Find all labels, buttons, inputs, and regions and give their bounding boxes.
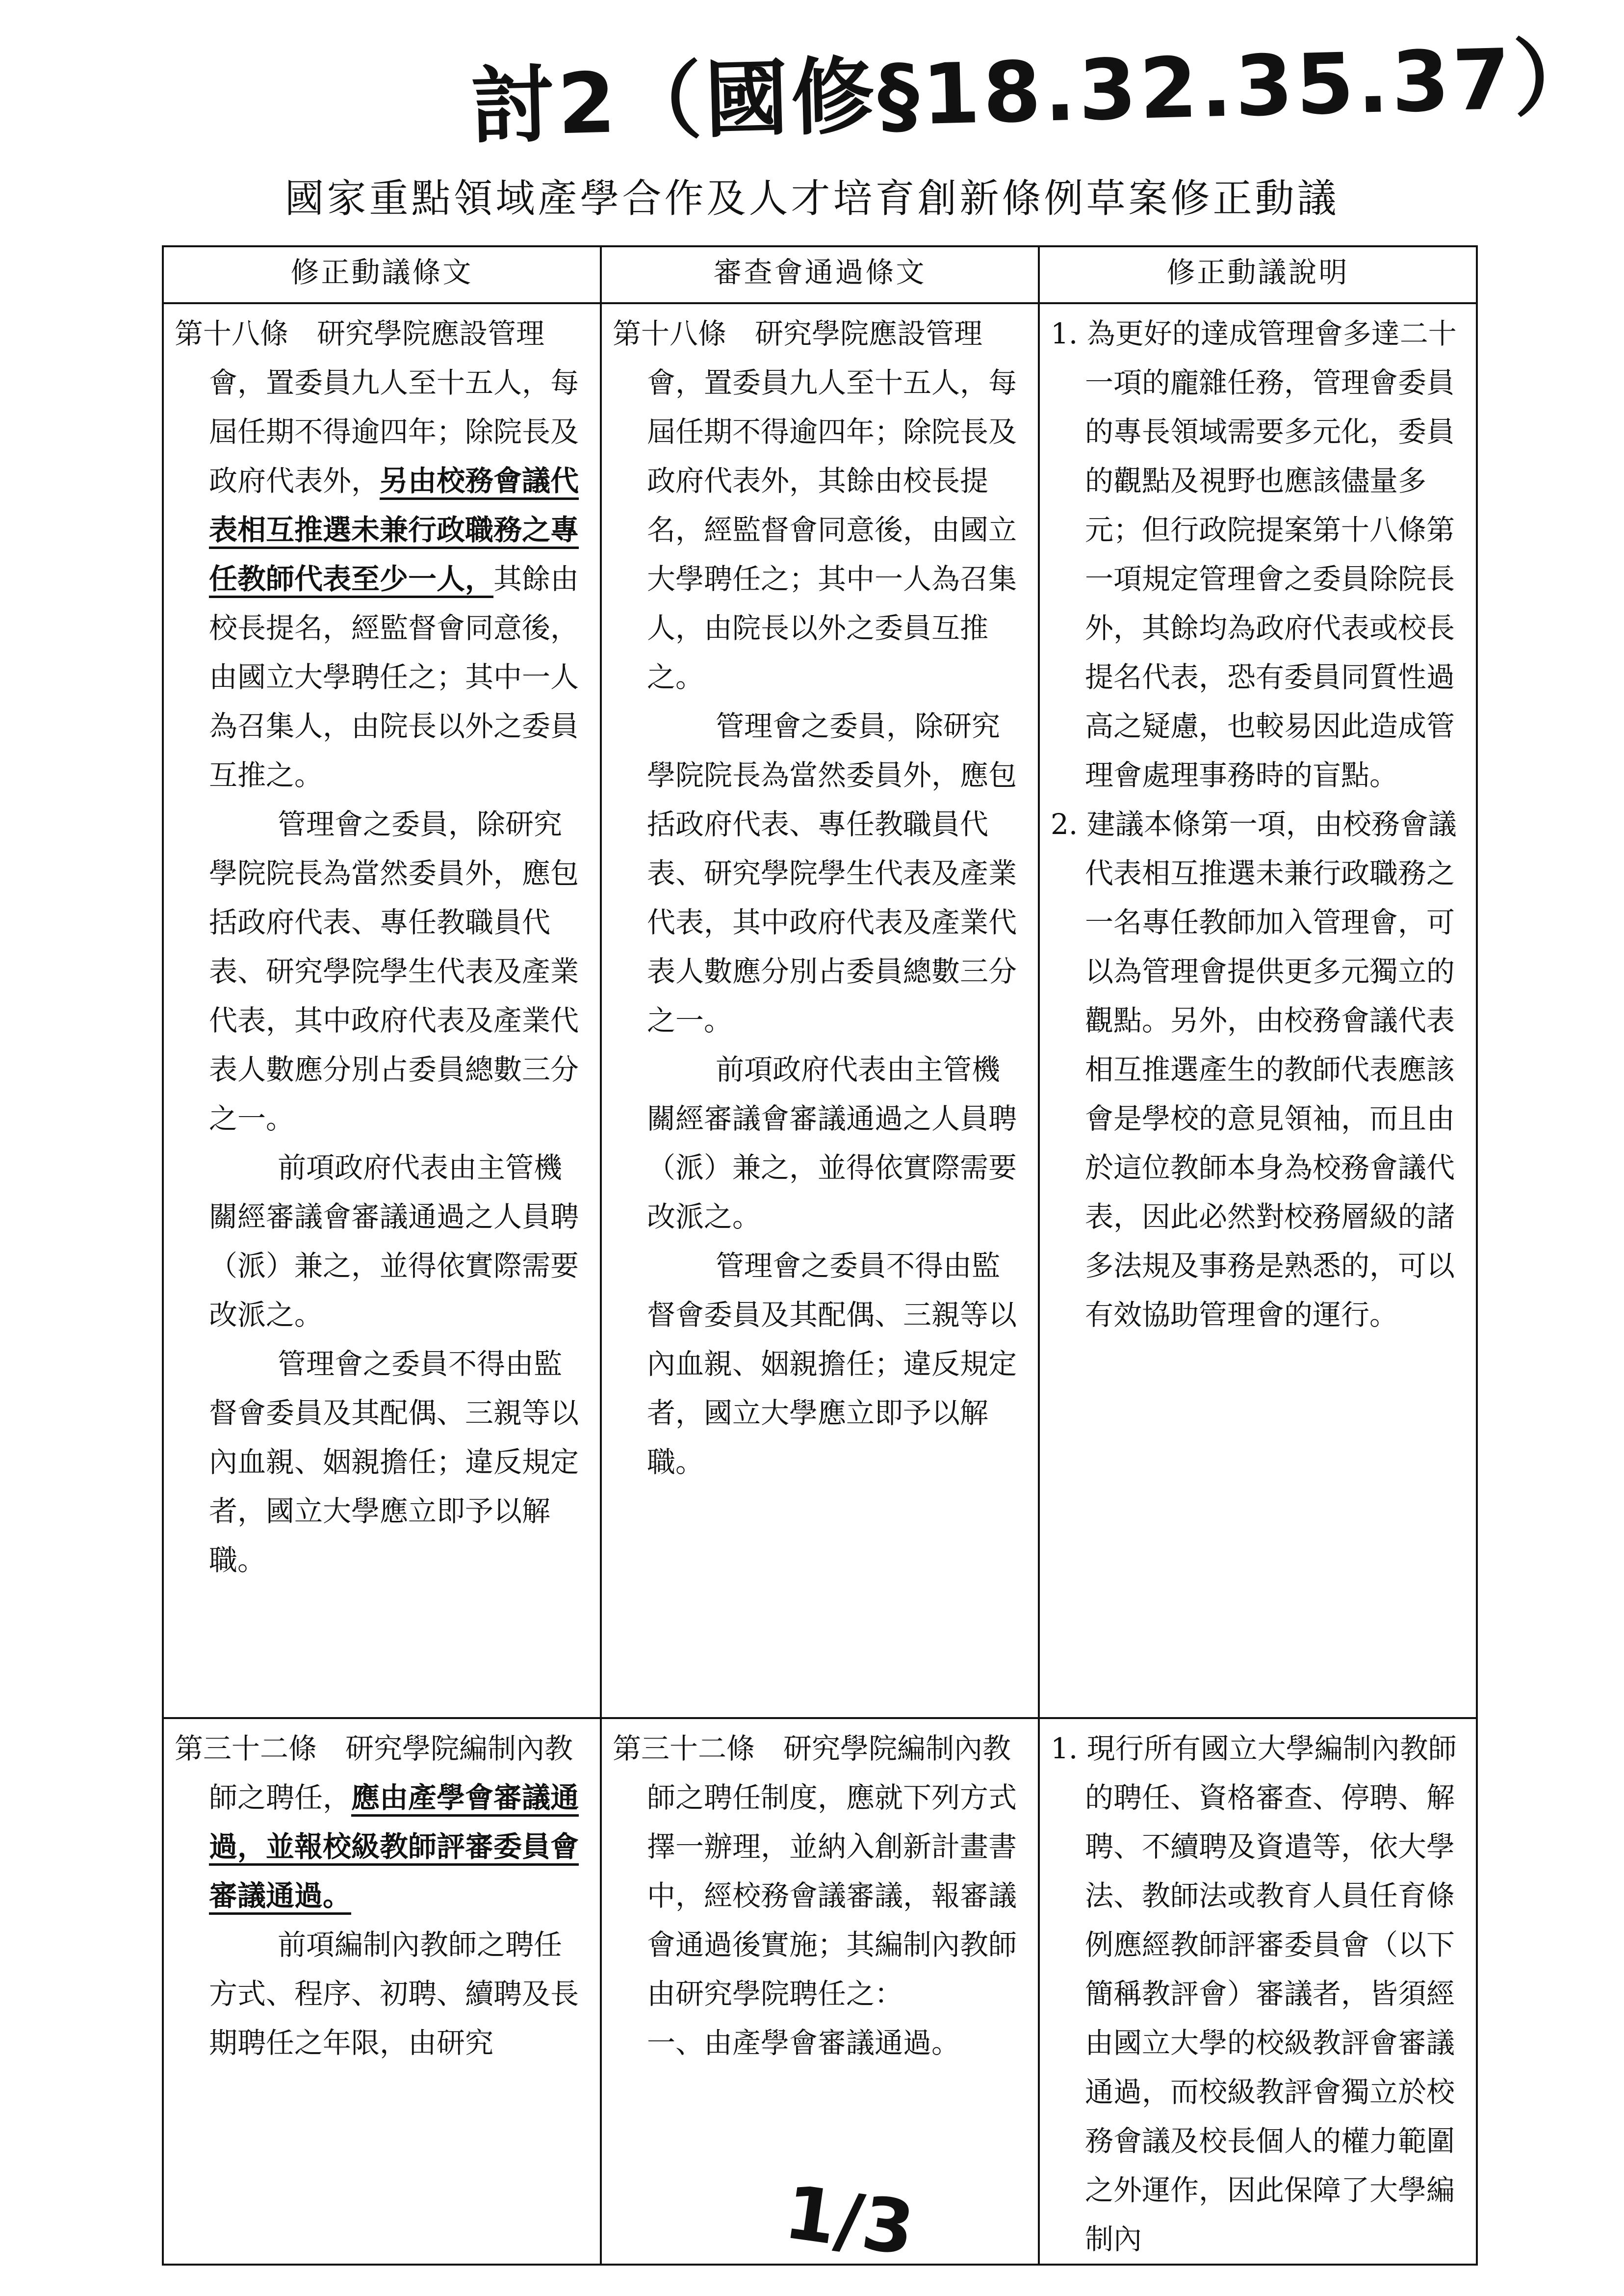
explanation-item: 1. 現行所有國立大學編制內教師的聘任、資格審查、停聘、解聘、不續聘及資遣等，依大學法、教師法或教育人員任育條例應經教師評審委員會（以下簡稱教評會）審議者，皆須經由國立大學的校級教評會審議通過，而校級教評會獨立於校務會議及校長個人的權力範圍之外運作，因此保障了大學編制內 xyxy=(1051,1732,1457,2256)
passed-paragraph: 一、由產學會審議通過。 xyxy=(647,2026,960,2060)
explanation-item: 2. 建議本條第一項，由校務會議代表相互推選未兼行政職務之一名專任教師加入管理會，可以為管理會提供更多元獨立的觀點。另外，由校務會議代表相互推選產生的教師代表應該會是學校的意見領袖，而且由於這位教師本身為校務會議代表，因此必然對校務層級的諸多法規及事務是熟悉的，可以有效協助管理會的運行。 xyxy=(1051,808,1457,1331)
handwritten-page-number: 1/3 xyxy=(779,2169,920,2272)
motion-text: 第十八條 研究學院應設管理會，置委員九人至十五人，每屆任期不得逾四年；除院長及政府代表外， xyxy=(175,317,579,497)
table-row-article-18 xyxy=(163,303,1477,1718)
passed-paragraph: 前項政府代表由主管機關經審議會審議通過之人員聘（派）兼之，並得依實際需要改派之。 xyxy=(647,1053,1017,1233)
table-header-row xyxy=(163,246,1477,303)
explanation-cell xyxy=(1039,1718,1477,2265)
motion-text-cell xyxy=(163,1718,601,2265)
amended-highlight-text: 另由校務會議代表相互推選未兼行政職務之專任教師代表至少一人， xyxy=(209,464,579,596)
motion-paragraph: 前項政府代表由主管機關經審議會審議通過之人員聘（派）兼之，並得依實際需要改派之。 xyxy=(209,1151,579,1331)
motion-text: 第三十二條 研究學院編制內教師之聘任， xyxy=(175,1732,573,1814)
passed-paragraph: 管理會之委員不得由監督會委員及其配偶、三親等以內血親、姻親擔任；違反規定者，國立大學應立即予以解職。 xyxy=(647,1249,1017,1479)
document-title: 國家重點領域產學合作及人才培育創新條例草案修正動議 xyxy=(284,176,1340,221)
amended-highlight-text: 應由產學會審議通過，並報校級教師評審委員會審議通過。 xyxy=(209,1781,579,1912)
motion-paragraph: 管理會之委員，除研究學院院長為當然委員外，應包括政府代表、專任教職員代表、研究學院學生代表及產業代表，其中政府代表及產業代表人數應分別占委員總數三分之一。 xyxy=(209,808,579,1135)
column-header-motion: 修正動議條文 xyxy=(163,246,601,303)
amendment-table xyxy=(162,245,1478,2266)
motion-paragraph xyxy=(175,1724,589,1920)
passed-paragraph: 第十八條 研究學院應設管理會，置委員九人至十五人，每屆任期不得逾四年；除院長及政府代表外，其餘由校長提名，經監督會同意後，由國立大學聘任之；其中一人為召集人，由院長以外之委員互推之。 xyxy=(613,317,1017,694)
motion-paragraph xyxy=(175,309,589,800)
motion-paragraph: 管理會之委員不得由監督會委員及其配偶、三親等以內血親、姻親擔任；違反規定者，國立大學應立即予以解職。 xyxy=(209,1347,579,1577)
passed-text-cell xyxy=(601,303,1039,1718)
motion-text-cell xyxy=(163,303,601,1718)
explanation-item: 1. 為更好的達成管理會多達二十一項的龐雜任務，管理會委員的專長領域需要多元化，委員的觀點及視野也應該儘量多元；但行政院提案第十八條第一項規定管理會之委員除院長外，其餘均為政府代表或校長提名代表，恐有委員同質性過高之疑慮，也較易因此造成管理會處理事務時的盲點。 xyxy=(1051,317,1457,792)
passed-paragraph: 第三十二條 研究學院編制內教師之聘任制度，應就下列方式擇一辦理，並納入創新計畫書中，經校務會議審議，報審議會通過後實施；其編制內教師由研究學院聘任之： xyxy=(613,1732,1017,2010)
motion-paragraph: 前項編制內教師之聘任方式、程序、初聘、續聘及長期聘任之年限，由研究 xyxy=(209,1928,579,2060)
handwritten-annotation: 討2（國修§18.32.35.37） xyxy=(470,28,1601,156)
column-header-explanation: 修正動議說明 xyxy=(1039,246,1477,303)
motion-text: 其餘由校長提名，經監督會同意後，由國立大學聘任之；其中一人為召集人，由院長以外之委員互推之。 xyxy=(209,562,579,792)
passed-paragraph: 管理會之委員，除研究學院院長為當然委員外，應包括政府代表、專任教職員代表、研究學院學生代表及產業代表，其中政府代表及產業代表人數應分別占委員總數三分之一。 xyxy=(647,709,1017,1037)
explanation-cell xyxy=(1039,303,1477,1718)
column-header-passed: 審查會通過條文 xyxy=(601,246,1039,303)
